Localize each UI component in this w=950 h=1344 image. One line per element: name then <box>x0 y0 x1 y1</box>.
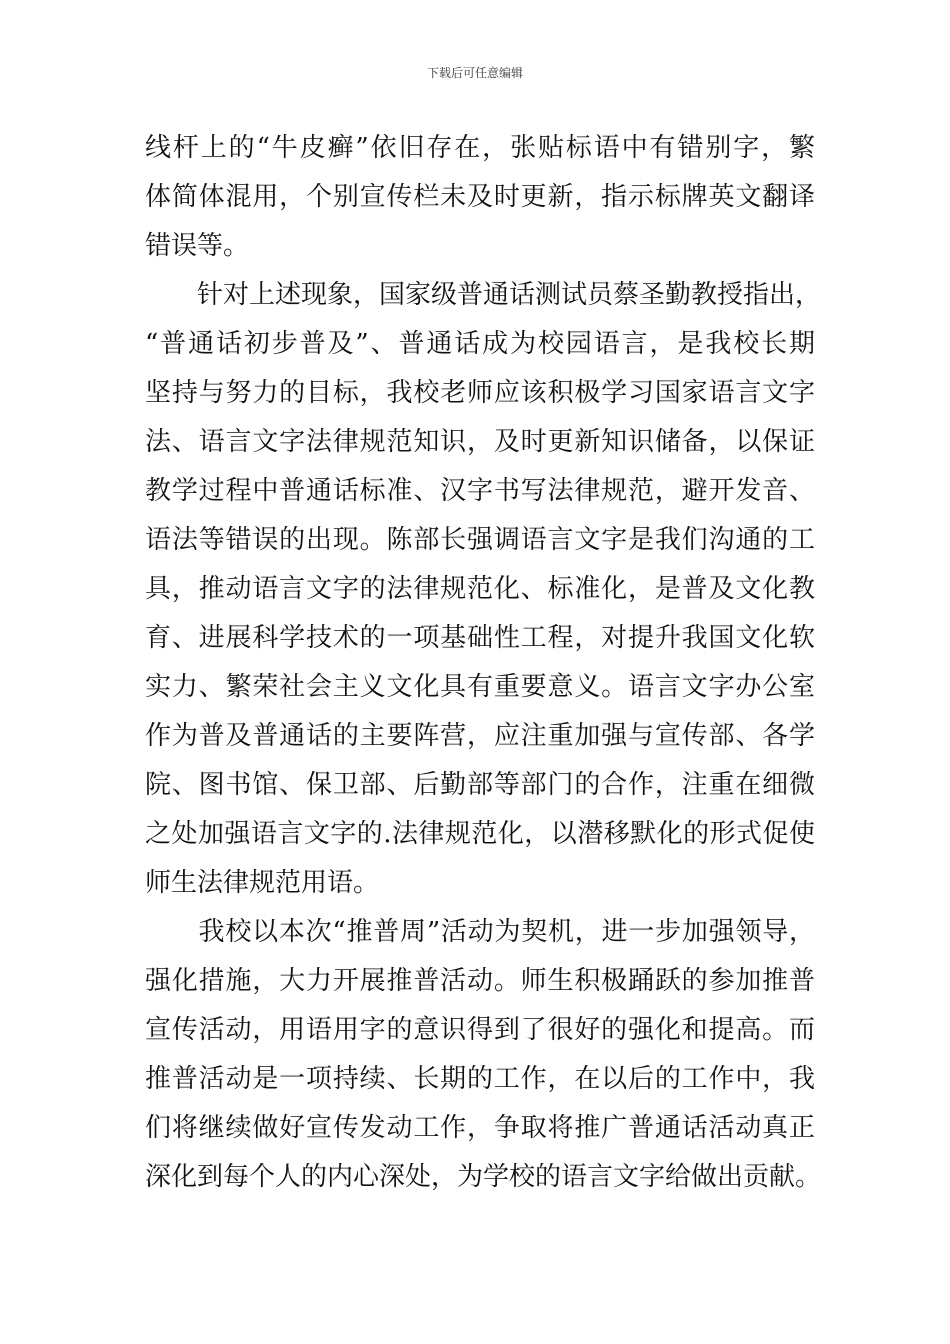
paragraph-line: 宣传活动，用语用字的意识得到了很好的强化和提高。而 <box>145 1015 815 1045</box>
paragraph-line: 坚持与努力的目标，我校老师应该积极学习国家语言文字 <box>145 378 815 408</box>
paragraph-line: 们将继续做好宣传发动工作，争取将推广普通话活动真正 <box>145 1113 815 1143</box>
paragraph-line: 语法等错误的出现。陈部长强调语言文字是我们沟通的工 <box>145 525 815 555</box>
paragraph-1 <box>145 124 815 271</box>
paragraph-2 <box>145 271 822 908</box>
paragraph-line: 师生法律规范用语。 <box>145 868 380 898</box>
paragraph-line: 具，推动语言文字的法律规范化、标准化，是普及文化教 <box>145 574 815 604</box>
paragraph-line: 作为普及普通话的主要阵营，应注重加强与宣传部、各学 <box>145 721 815 751</box>
paragraph-line: 我校以本次“推普周”活动为契机，进一步加强领导， <box>145 917 815 947</box>
paragraph-line: 院、图书馆、保卫部、后勤部等部门的合作，注重在细微 <box>145 770 815 800</box>
paragraph-line: 强化措施，大力开展推普活动。师生积极踊跃的参加推普 <box>145 966 815 996</box>
paragraph-line: 推普活动是一项持续、长期的工作，在以后的工作中，我 <box>145 1064 815 1094</box>
document-body <box>145 124 822 1202</box>
page-header: 下载后可任意编辑 <box>426 66 523 80</box>
paragraph-line: 针对上述现象，国家级普通话测试员蔡圣勤教授指出， <box>145 280 822 310</box>
paragraph-line: 育、进展科学技术的一项基础性工程，对提升我国文化软 <box>145 623 815 653</box>
paragraph-line: 体简体混用，个别宣传栏未及时更新，指示标牌英文翻译 <box>145 182 815 212</box>
paragraph-line: 错误等。 <box>145 231 250 261</box>
paragraph-line: 线杆上的“牛皮癣”依旧存在，张贴标语中有错别字，繁 <box>145 133 815 163</box>
paragraph-3 <box>145 908 822 1202</box>
paragraph-line: 之处加强语言文字的.法律规范化，以潜移默化的形式促使 <box>145 819 815 849</box>
paragraph-line: 深化到每个人的内心深处，为学校的语言文字给做出贡献。 <box>145 1162 822 1192</box>
paragraph-line: “普通话初步普及”、普通话成为校园语言，是我校长期 <box>145 329 815 359</box>
paragraph-line: 实力、繁荣社会主义文化具有重要意义。语言文字办公室 <box>145 672 815 702</box>
paragraph-line: 教学过程中普通话标准、汉字书写法律规范，避开发音、 <box>145 476 815 506</box>
paragraph-line: 法、语言文字法律规范知识，及时更新知识储备，以保证 <box>145 427 815 457</box>
